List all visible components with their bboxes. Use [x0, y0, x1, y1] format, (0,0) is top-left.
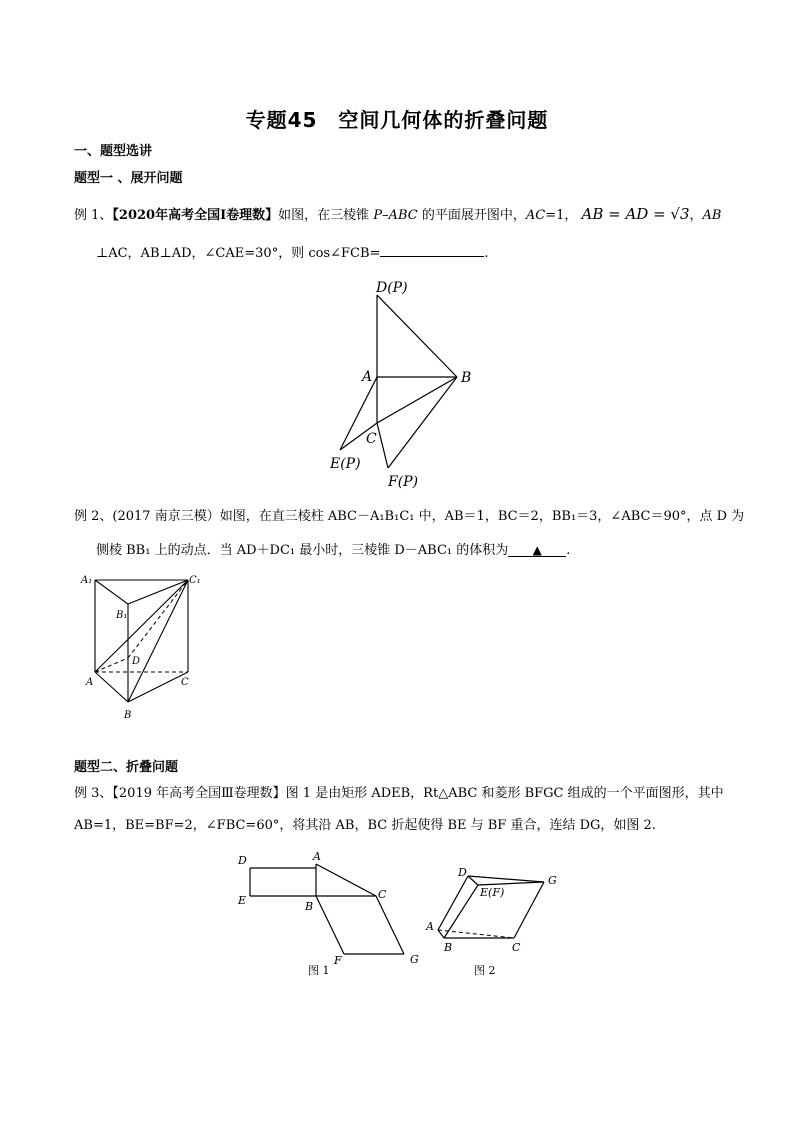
fig1-caption: 图 1 [308, 964, 330, 977]
ex1-figure-lines [340, 295, 457, 468]
ex1-figure [320, 275, 490, 490]
ex2-answer-blank: ▲ [508, 544, 566, 557]
label-b: B [124, 710, 132, 721]
fig1-label-c: C [378, 888, 387, 901]
ex1-comma: ， [689, 208, 703, 223]
fig2-label-a: A [426, 920, 434, 933]
label-c1: C₁ [189, 575, 201, 586]
ex1-formula: AB = AD = √3 [581, 205, 690, 223]
label-a: A [86, 677, 94, 688]
ex2-line1: 例 2、(2017 南京三模）如图，在直三棱柱 ABC－A₁B₁C₁ 中，AB＝1，BC＝2，BB₁＝3，∠ABC＝90°，点 D 为 [74, 509, 745, 524]
fig2-label-c: C [512, 941, 521, 954]
ex3-line2: AB=1，BE=BF=2，∠FBC=60°，将其沿 AB，BC 折起使得 BE 与 BF 重合，连结 DG，如图 2. [74, 818, 656, 833]
ex1-prefix: 例 1、 [74, 208, 113, 223]
fig2-caption: 图 2 [474, 964, 496, 977]
ex1-ac: AC [525, 208, 546, 223]
ex2-line2-text: 侧棱 BB₁ 上的动点．当 AD＋DC₁ 最小时，三棱锥 D－ABC₁ 的体积为 [96, 543, 509, 558]
fig1-label-g: G [410, 953, 419, 966]
ex2-period: . [566, 543, 571, 558]
page-title: 专题45 空间几何体的折叠问题 [245, 108, 549, 132]
label-c: C [181, 677, 189, 688]
ex3-figures [228, 842, 568, 1002]
ex2-figure [78, 568, 208, 728]
label-a: A [362, 369, 373, 385]
label-a1: A₁ [81, 575, 93, 586]
ex1-pyramid: P–ABC [373, 208, 418, 223]
type1-heading: 题型一 、展开问题 [74, 171, 183, 186]
label-b: B [461, 370, 472, 386]
fig2-label-ef: E(F) [480, 886, 505, 899]
ex1-period: . [484, 246, 489, 261]
ex2-line2 [96, 539, 570, 558]
ex1-ac-val: =1， [545, 208, 578, 223]
section-heading: 一、题型选讲 [74, 144, 153, 159]
ex3-figure1 [237, 850, 419, 977]
ex1-text-b: 的平面展开图中， [417, 208, 526, 223]
fig2-label-b: B [444, 941, 453, 954]
ex1-ab-tail: AB [702, 208, 722, 223]
ex1-line1 [74, 204, 722, 223]
fig1-label-e: E [238, 894, 247, 907]
label-d-p: D(P) [376, 280, 408, 296]
label-f-p: F(P) [388, 474, 419, 490]
fig1-label-a: A [313, 850, 321, 863]
ex1-text-a: 如图，在三棱锥 [278, 208, 374, 223]
fig2-label-d: D [458, 866, 467, 879]
type2-heading: 题型二、折叠问题 [74, 760, 179, 775]
fig1-label-b: B [305, 900, 314, 913]
ex1-source: 【2020年高考全国Ⅰ卷理数】 [112, 208, 279, 223]
label-b1: B₁ [116, 610, 128, 621]
ex3-line1: 例 3、【2019 年高考全国Ⅲ卷理数】图 1 是由矩形 ADEB，Rt△ABC 和菱形 BFGC 组成的一个平面图形，其中 [74, 786, 724, 801]
fig1-label-f: F [334, 954, 342, 967]
label-d: D [132, 656, 141, 667]
ex1-line2 [96, 242, 489, 261]
fig1-label-d: D [238, 854, 247, 867]
ex1-line2-text: ⊥AC，AB⊥AD，∠CAE=30°，则 cos∠FCB= [96, 246, 381, 261]
ex3-figure2 [425, 866, 557, 977]
label-c: C [366, 431, 377, 447]
fig2-dashed-ac [438, 930, 514, 938]
label-e-p: E(P) [330, 456, 361, 472]
answer-blank [380, 244, 484, 257]
fig2-label-g: G [548, 874, 557, 887]
